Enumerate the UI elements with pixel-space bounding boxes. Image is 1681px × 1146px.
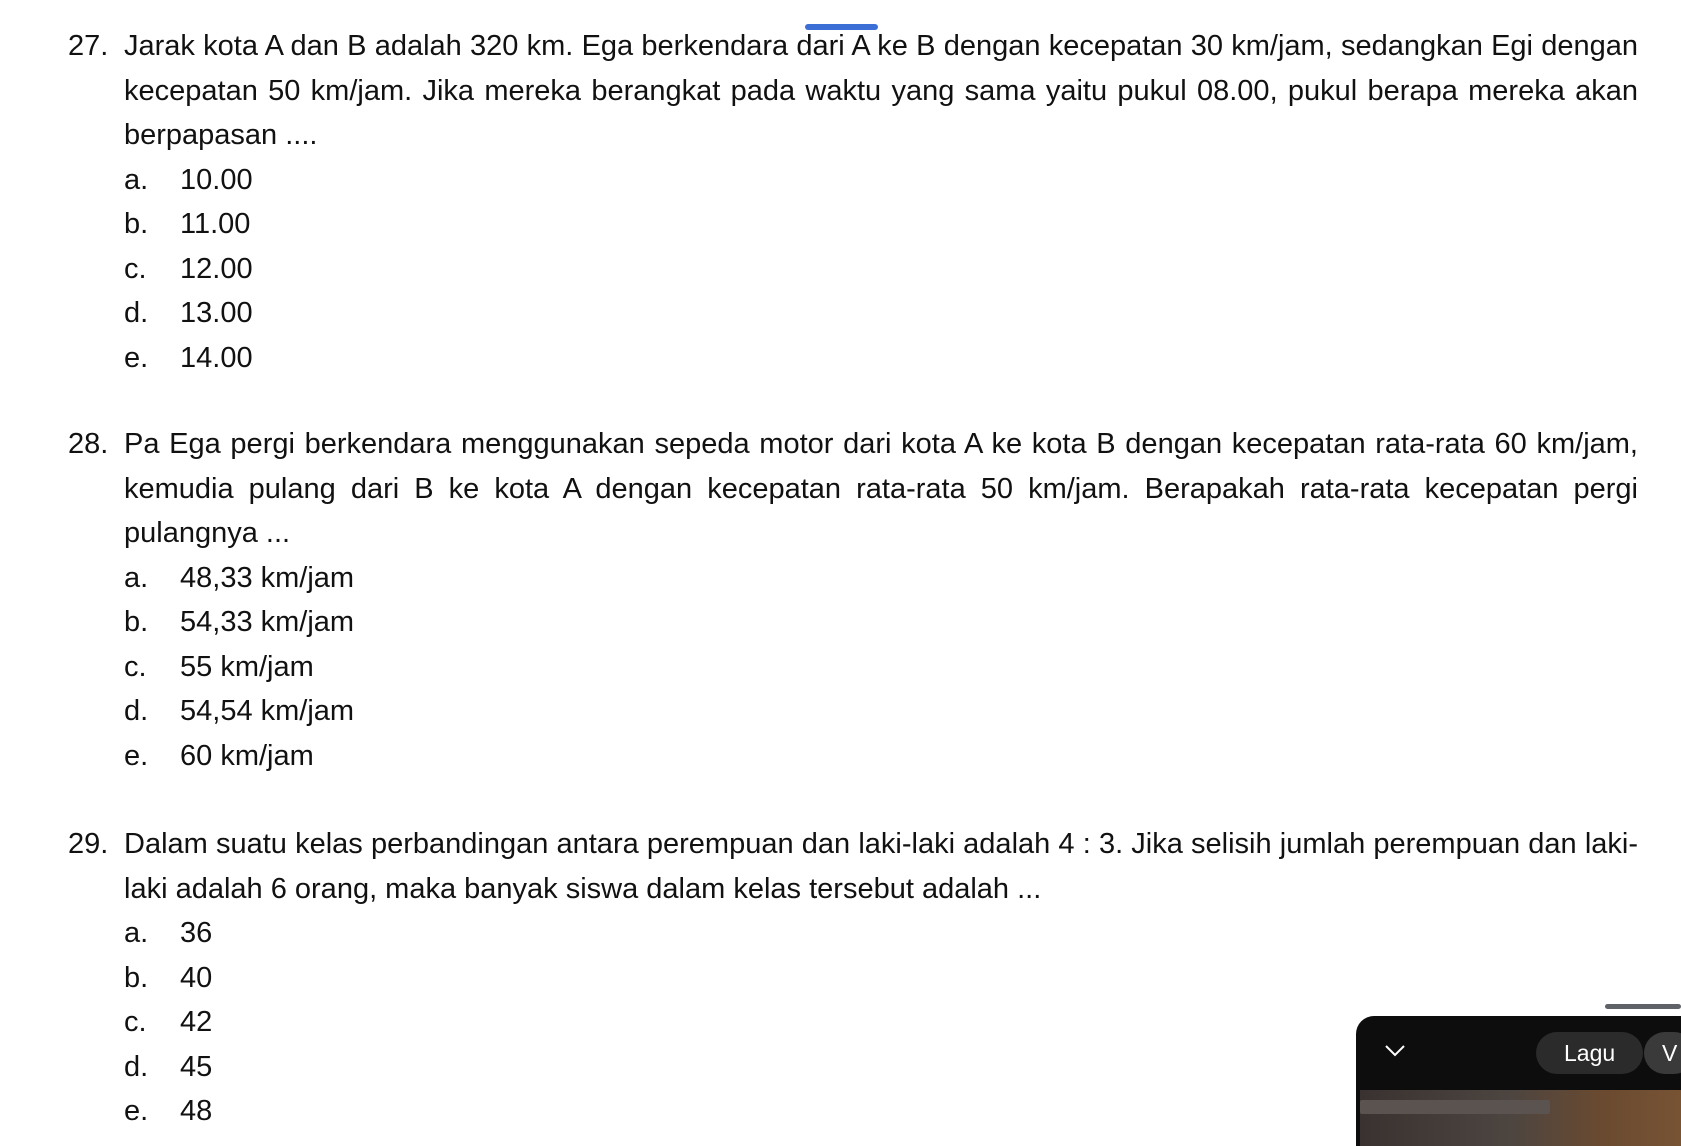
- question-27: [68, 24, 1638, 380]
- option-text: 13.00: [180, 297, 253, 329]
- option-d: [124, 291, 1638, 336]
- question-number: 28.: [68, 428, 109, 460]
- question-28: [68, 422, 1638, 778]
- option-text: 54,33 km/jam: [180, 606, 355, 638]
- question-number: 29.: [68, 828, 109, 860]
- media-thumbnail[interactable]: [1360, 1090, 1681, 1146]
- option-b: [124, 600, 1638, 645]
- tab-lagu[interactable]: Lagu: [1536, 1032, 1643, 1074]
- options-list: [124, 556, 1638, 779]
- question-number: 27.: [68, 30, 109, 62]
- option-letter: d.: [124, 297, 149, 329]
- option-letter: e.: [124, 1095, 149, 1127]
- option-a: [124, 911, 1638, 956]
- option-text: 42: [180, 1006, 213, 1038]
- panel-drag-handle[interactable]: [1605, 1004, 1681, 1009]
- option-letter: a.: [124, 163, 149, 196]
- option-letter: a.: [124, 917, 149, 949]
- option-text: 45: [180, 1050, 213, 1083]
- option-text: 60 km/jam: [180, 739, 314, 772]
- option-letter: e.: [124, 341, 149, 374]
- option-letter: a.: [124, 561, 149, 594]
- option-b: [124, 202, 1638, 247]
- question-text: Pa Ega pergi berkendara menggunakan sepeda motor dari kota A ke kota B dengan kecepatan rata-rata 60 km/jam, kemudia pulang dari B ke kota A dengan kecepatan rata-rata 50 km/jam. Berapakah rata-rata kecepatan pergi pulangnya ...: [124, 428, 1638, 549]
- thumbnail-bar: [1360, 1100, 1550, 1114]
- option-letter: e.: [124, 739, 149, 772]
- option-c: [124, 247, 1638, 292]
- option-letter: b.: [124, 208, 149, 240]
- tab-next[interactable]: V: [1644, 1032, 1681, 1074]
- option-letter: d.: [124, 1050, 149, 1083]
- option-letter: c.: [124, 1006, 147, 1038]
- option-text: 48,33 km/jam: [180, 561, 355, 594]
- question-text: Dalam suatu kelas perbandingan antara perempuan dan laki-laki adalah 4 : 3. Jika selisih jumlah perempuan dan laki-laki adalah 6 orang, maka banyak siswa dalam kelas tersebut adalah ...: [124, 828, 1638, 905]
- option-letter: c.: [124, 252, 147, 285]
- option-text: 36: [180, 917, 213, 949]
- options-list: [124, 158, 1638, 381]
- option-letter: d.: [124, 695, 149, 727]
- option-e: [124, 336, 1638, 381]
- option-c: [124, 645, 1638, 690]
- option-text: 48: [180, 1095, 213, 1127]
- option-text: 54,54 km/jam: [180, 695, 355, 727]
- option-text: 10.00: [180, 163, 253, 196]
- option-letter: b.: [124, 961, 149, 994]
- option-a: [124, 556, 1638, 601]
- option-letter: c.: [124, 650, 147, 683]
- option-d: [124, 689, 1638, 734]
- option-e: [124, 734, 1638, 779]
- option-text: 11.00: [180, 208, 251, 240]
- option-letter: b.: [124, 606, 149, 638]
- question-text: Jarak kota A dan B adalah 320 km. Ega berkendara dari A ke B dengan kecepatan 30 km/jam, sedangkan Egi dengan kecepatan 50 km/jam. Jika mereka berangkat pada waktu yang sama yaitu pukul 08.00, pukul berapa mereka akan berpapasan ....: [124, 30, 1638, 151]
- option-text: 14.00: [180, 341, 253, 374]
- option-text: 12.00: [180, 252, 253, 285]
- chevron-down-icon[interactable]: [1384, 1044, 1406, 1058]
- option-a: [124, 158, 1638, 203]
- option-text: 55 km/jam: [180, 650, 314, 683]
- media-panel: [1356, 1016, 1681, 1146]
- option-b: [124, 956, 1638, 1001]
- option-text: 40: [180, 961, 213, 994]
